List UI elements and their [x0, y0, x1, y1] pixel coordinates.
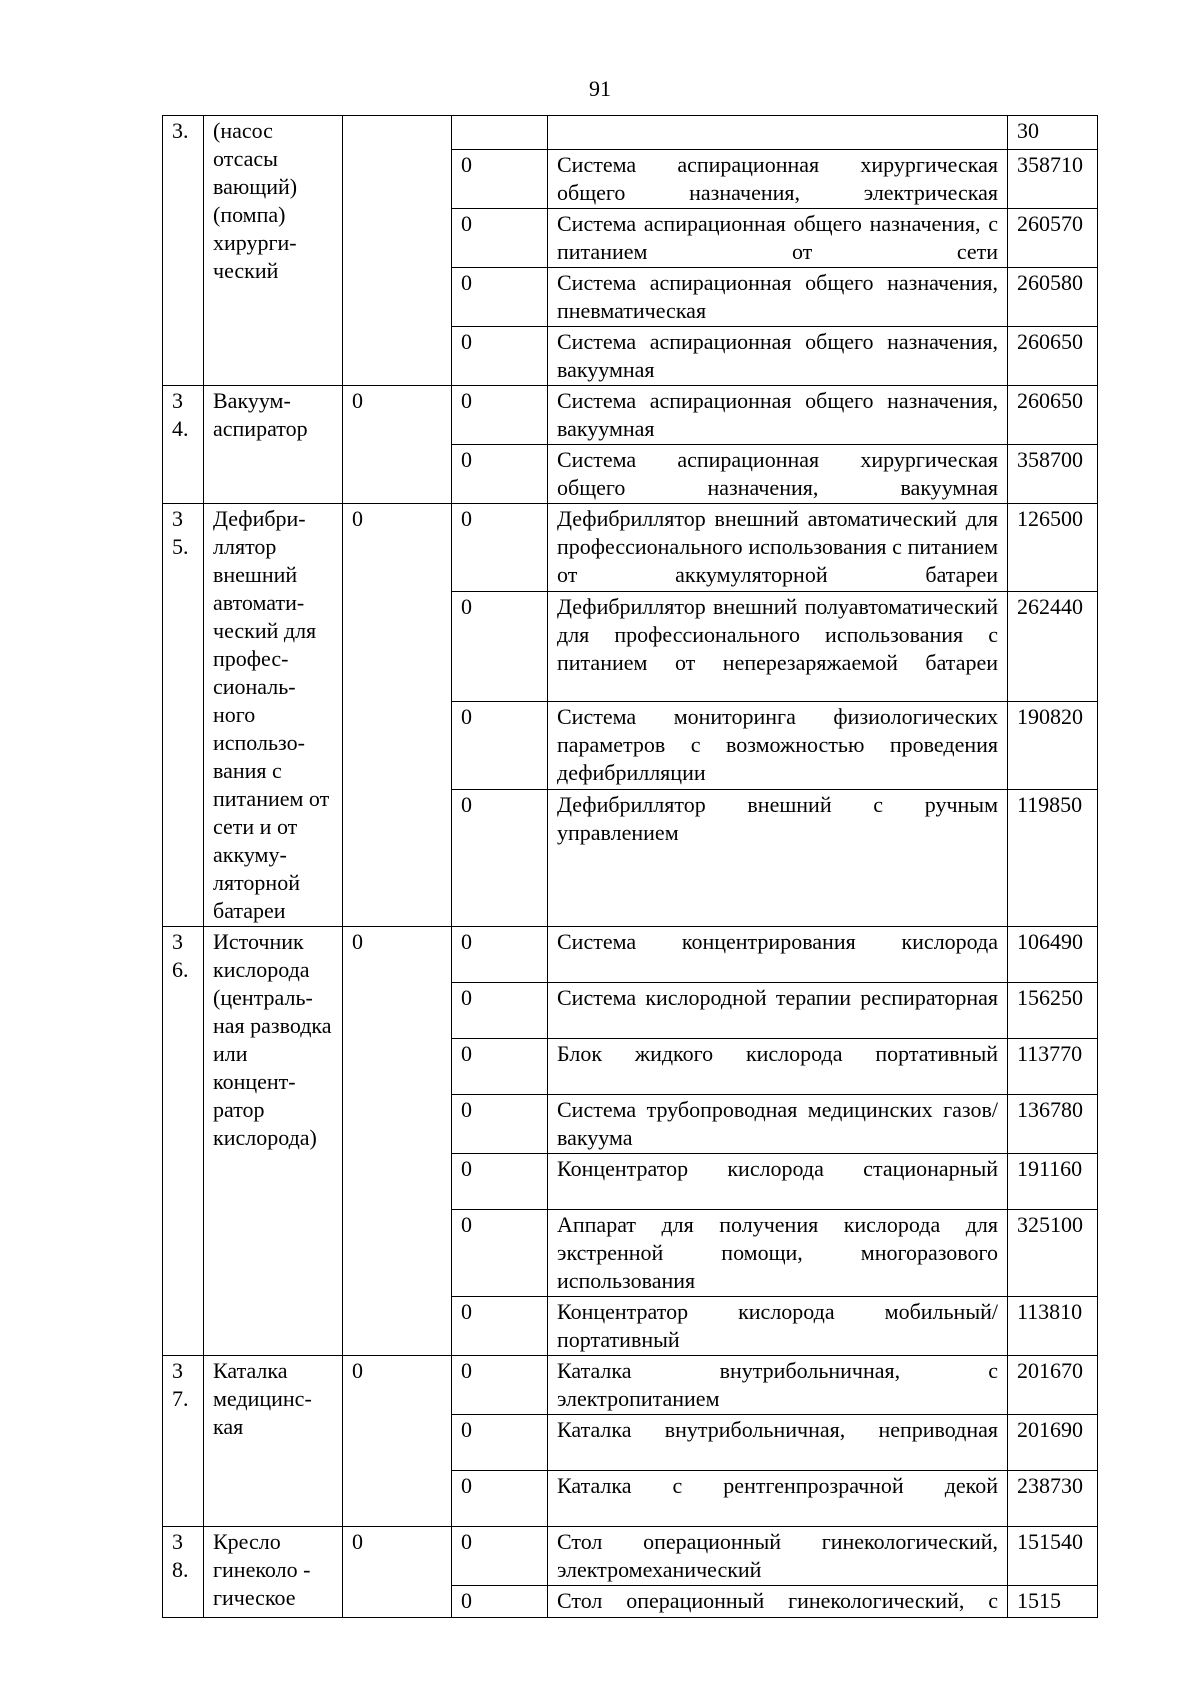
- equipment-table: [162, 115, 1098, 1618]
- item-classifier-code: 151540: [1008, 1527, 1098, 1586]
- item-description: Аппарат для получения кислорода для экстренной помощи, многоразового использования: [548, 1210, 1008, 1297]
- row-number: 36.: [163, 927, 204, 1356]
- item-classifier-code: 119850: [1008, 790, 1098, 927]
- item-code: 0: [452, 209, 548, 268]
- item-description: Концентратор кислорода мобильный/портативный: [548, 1297, 1008, 1356]
- item-classifier-code: 136780: [1008, 1095, 1098, 1154]
- group-count: 0: [343, 927, 452, 1356]
- item-code: 0: [452, 327, 548, 386]
- item-description: Система аспирационная общего назначения, вакуумная: [548, 386, 1008, 445]
- row-number: 35.: [163, 504, 204, 927]
- item-code: 0: [452, 790, 548, 927]
- group-count: 0: [343, 1356, 452, 1527]
- item-code: 0: [452, 927, 548, 983]
- item-description: Система трубопроводная медицинских газов/вакуума: [548, 1095, 1008, 1154]
- table-row: [163, 1356, 1098, 1415]
- page-number: 91: [589, 76, 611, 101]
- group-count: 0: [343, 504, 452, 927]
- table-row: [163, 504, 1098, 592]
- item-description: Стол операционный гинекологический, электромеханический: [548, 1527, 1008, 1586]
- equipment-name: Кресло гинеколо - гическое: [204, 1527, 343, 1618]
- item-classifier-code: 1515: [1008, 1586, 1098, 1618]
- item-description: Каталка внутрибольничная, неприводная: [548, 1415, 1008, 1471]
- item-code: 0: [452, 591, 548, 702]
- item-description: Система аспирационная хирургическая общего назначения, электрическая: [548, 150, 1008, 209]
- item-classifier-code: 191160: [1008, 1154, 1098, 1210]
- item-description: Дефибриллятор внешний с ручным управлением: [548, 790, 1008, 927]
- equipment-name: Вакуум- аспиратор: [204, 386, 343, 504]
- item-code: [452, 116, 548, 150]
- row-number: 3.: [163, 116, 204, 386]
- row-number: 38.: [163, 1527, 204, 1618]
- item-code: 0: [452, 1527, 548, 1586]
- item-description: Система аспирационная общего назначения, пневматическая: [548, 268, 1008, 327]
- table-row: [163, 386, 1098, 445]
- row-number: 34.: [163, 386, 204, 504]
- item-description: Каталка внутрибольничная, с электропитанием: [548, 1356, 1008, 1415]
- item-code: 0: [452, 1586, 548, 1618]
- item-classifier-code: 106490: [1008, 927, 1098, 983]
- item-description: Система аспирационная общего назначения, вакуумная: [548, 327, 1008, 386]
- item-description: Система концентрирования кислорода: [548, 927, 1008, 983]
- item-description: Система аспирационная хирургическая общего назначения, вакуумная: [548, 445, 1008, 504]
- item-code: 0: [452, 1471, 548, 1527]
- item-code: 0: [452, 1297, 548, 1356]
- item-classifier-code: 262440: [1008, 591, 1098, 702]
- table-row: [163, 116, 1098, 150]
- item-classifier-code: 325100: [1008, 1210, 1098, 1297]
- equipment-name: Каталка медицинс- кая: [204, 1356, 343, 1527]
- item-code: 0: [452, 445, 548, 504]
- item-classifier-code: 260570: [1008, 209, 1098, 268]
- item-code: 0: [452, 1356, 548, 1415]
- item-classifier-code: 238730: [1008, 1471, 1098, 1527]
- item-code: 0: [452, 983, 548, 1039]
- item-classifier-code: 126500: [1008, 504, 1098, 592]
- item-code: 0: [452, 386, 548, 445]
- item-classifier-code: 260580: [1008, 268, 1098, 327]
- item-description: Дефибриллятор внешний автоматический для профессионального использования с питанием от аккумуляторной батареи: [548, 504, 1008, 592]
- item-description: Система кислородной терапии респираторная: [548, 983, 1008, 1039]
- item-classifier-code: 201670: [1008, 1356, 1098, 1415]
- item-description: Блок жидкого кислорода портативный: [548, 1039, 1008, 1095]
- item-classifier-code: 190820: [1008, 702, 1098, 790]
- item-classifier-code: 156250: [1008, 983, 1098, 1039]
- item-classifier-code: 113810: [1008, 1297, 1098, 1356]
- equipment-name: Дефибри- ллятор внешний автомати- ческий для профес- сиональ- ного использо- вания с питанием от сети и от аккуму- ляторной батареи: [204, 504, 343, 927]
- equipment-name: (насос отсасы вающий) (помпа) хирурги- ческий: [204, 116, 343, 386]
- item-classifier-code: 260650: [1008, 386, 1098, 445]
- item-description: Каталка с рентгенпрозрачной декой: [548, 1471, 1008, 1527]
- item-description: [548, 116, 1008, 150]
- table-row: [163, 1527, 1098, 1586]
- item-code: 0: [452, 1039, 548, 1095]
- item-code: 0: [452, 1210, 548, 1297]
- item-classifier-code: 358710: [1008, 150, 1098, 209]
- item-code: 0: [452, 702, 548, 790]
- table-row: [163, 927, 1098, 983]
- item-classifier-code: 113770: [1008, 1039, 1098, 1095]
- group-count: [343, 116, 452, 386]
- row-number: 37.: [163, 1356, 204, 1527]
- item-description: Стол операционный гинекологический, с: [548, 1586, 1008, 1618]
- item-code: 0: [452, 268, 548, 327]
- item-classifier-code: 30: [1008, 116, 1098, 150]
- item-classifier-code: 201690: [1008, 1415, 1098, 1471]
- group-count: 0: [343, 386, 452, 504]
- group-count: 0: [343, 1527, 452, 1618]
- item-description: Система мониторинга физиологических параметров с возможностью проведения дефибрилляции: [548, 702, 1008, 790]
- item-code: 0: [452, 1154, 548, 1210]
- item-classifier-code: 358700: [1008, 445, 1098, 504]
- item-description: Система аспирационная общего назначения, с питанием от сети: [548, 209, 1008, 268]
- item-classifier-code: 260650: [1008, 327, 1098, 386]
- item-code: 0: [452, 1095, 548, 1154]
- item-code: 0: [452, 504, 548, 592]
- item-description: Дефибриллятор внешний полуавтоматический для профессионального использования с питанием от неперезаряжаемой батареи: [548, 591, 1008, 702]
- item-description: Концентратор кислорода стационарный: [548, 1154, 1008, 1210]
- item-code: 0: [452, 150, 548, 209]
- item-code: 0: [452, 1415, 548, 1471]
- equipment-name: Источник кислорода (централь- ная разводка или концент- ратор кислорода): [204, 927, 343, 1356]
